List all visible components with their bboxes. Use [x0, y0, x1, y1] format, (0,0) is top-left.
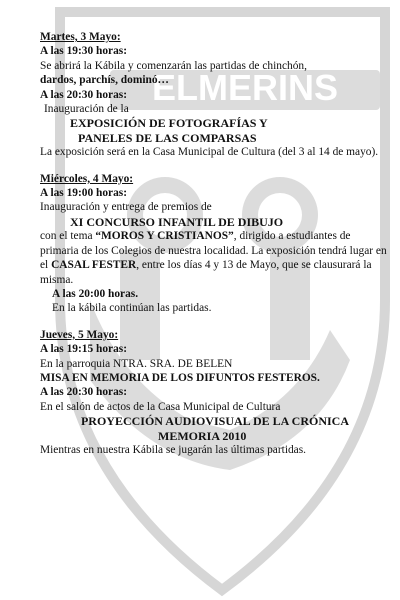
text-tuesday-1930-a: Se abrirá la Kábila y comenzarán las partidas de chinchón, [40, 59, 307, 72]
exhibition-title-line1: EXPOSICIÓN DE FOTOGRAFÍAS Y [70, 116, 268, 131]
text-thursday-1915-a: En la parroquia NTRA. SRA. DE BELEN [40, 357, 233, 370]
theme-suffix: , dirigido a estudiantes de primaria de los Colegios de nuestra localidad. La exposición tendrá lugar en el [40, 230, 387, 272]
text-tuesday-2030-b: La exposición será en la Casa Municipal de Cultura (del 3 al 14 de mayo). [40, 146, 379, 159]
day-heading-wednesday: Miércoles, 4 Mayo: [40, 172, 134, 185]
text-tuesday-1930-b: dardos, parchís, dominó… [40, 74, 169, 87]
time-tuesday-2030: A las 20:30 horas: [40, 88, 128, 101]
projection-title-line2: MEMORIA 2010 [158, 428, 247, 443]
projection-title-line1: PROYECCIÓN AUDIOVISUAL DE LA CRÓNICA [80, 414, 350, 429]
exhibition-title-line2: PANELES DE LAS COMPARSAS [78, 130, 257, 145]
day-heading-tuesday: Martes, 3 Mayo: [40, 31, 121, 43]
time-thursday-1915: A las 19:15 horas: [40, 343, 128, 356]
time-wednesday-2000: A las 20:00 horas. [52, 287, 139, 300]
watermark-text: ELMERINS [151, 67, 339, 108]
text-thursday-1915-b: MISA EN MEMORIA DE LOS DIFUNTOS FESTEROS. [40, 371, 320, 384]
time-tuesday-1930: A las 19:30 horas: [40, 45, 128, 58]
text-tuesday-2030-a: Inauguración de la [44, 103, 129, 116]
text-wednesday-1900-a: Inauguración y entrega de premios de [40, 201, 212, 214]
day-heading-thursday: Jueves, 5 Mayo: [40, 328, 119, 341]
text-thursday-2030-a: En el salón de actos de la Casa Municipal de Cultura [40, 400, 281, 413]
text-thursday-2030-b: Mientras en nuestra Kábila se jugarán las últimas partidas. [40, 443, 307, 456]
contest-title: XI CONCURSO INFANTIL DE DIBUJO [70, 214, 284, 229]
theme-bold: “MOROS Y CRISTIANOS” [95, 230, 234, 243]
text-wednesday-theme [40, 229, 390, 287]
theme-prefix: con el tema [40, 230, 96, 243]
casal-bold: CASAL FESTER [51, 259, 137, 272]
text-wednesday-2000: En la kábila continúan las partidas. [52, 302, 212, 315]
time-thursday-2030: A las 20:30 horas: [40, 386, 128, 399]
casal-suffix: , entre los días 4 y 13 de Mayo, que se clausurará la misma. [40, 259, 372, 286]
time-wednesday-1900: A las 19:00 horas: [40, 187, 128, 200]
event-program [40, 30, 390, 457]
